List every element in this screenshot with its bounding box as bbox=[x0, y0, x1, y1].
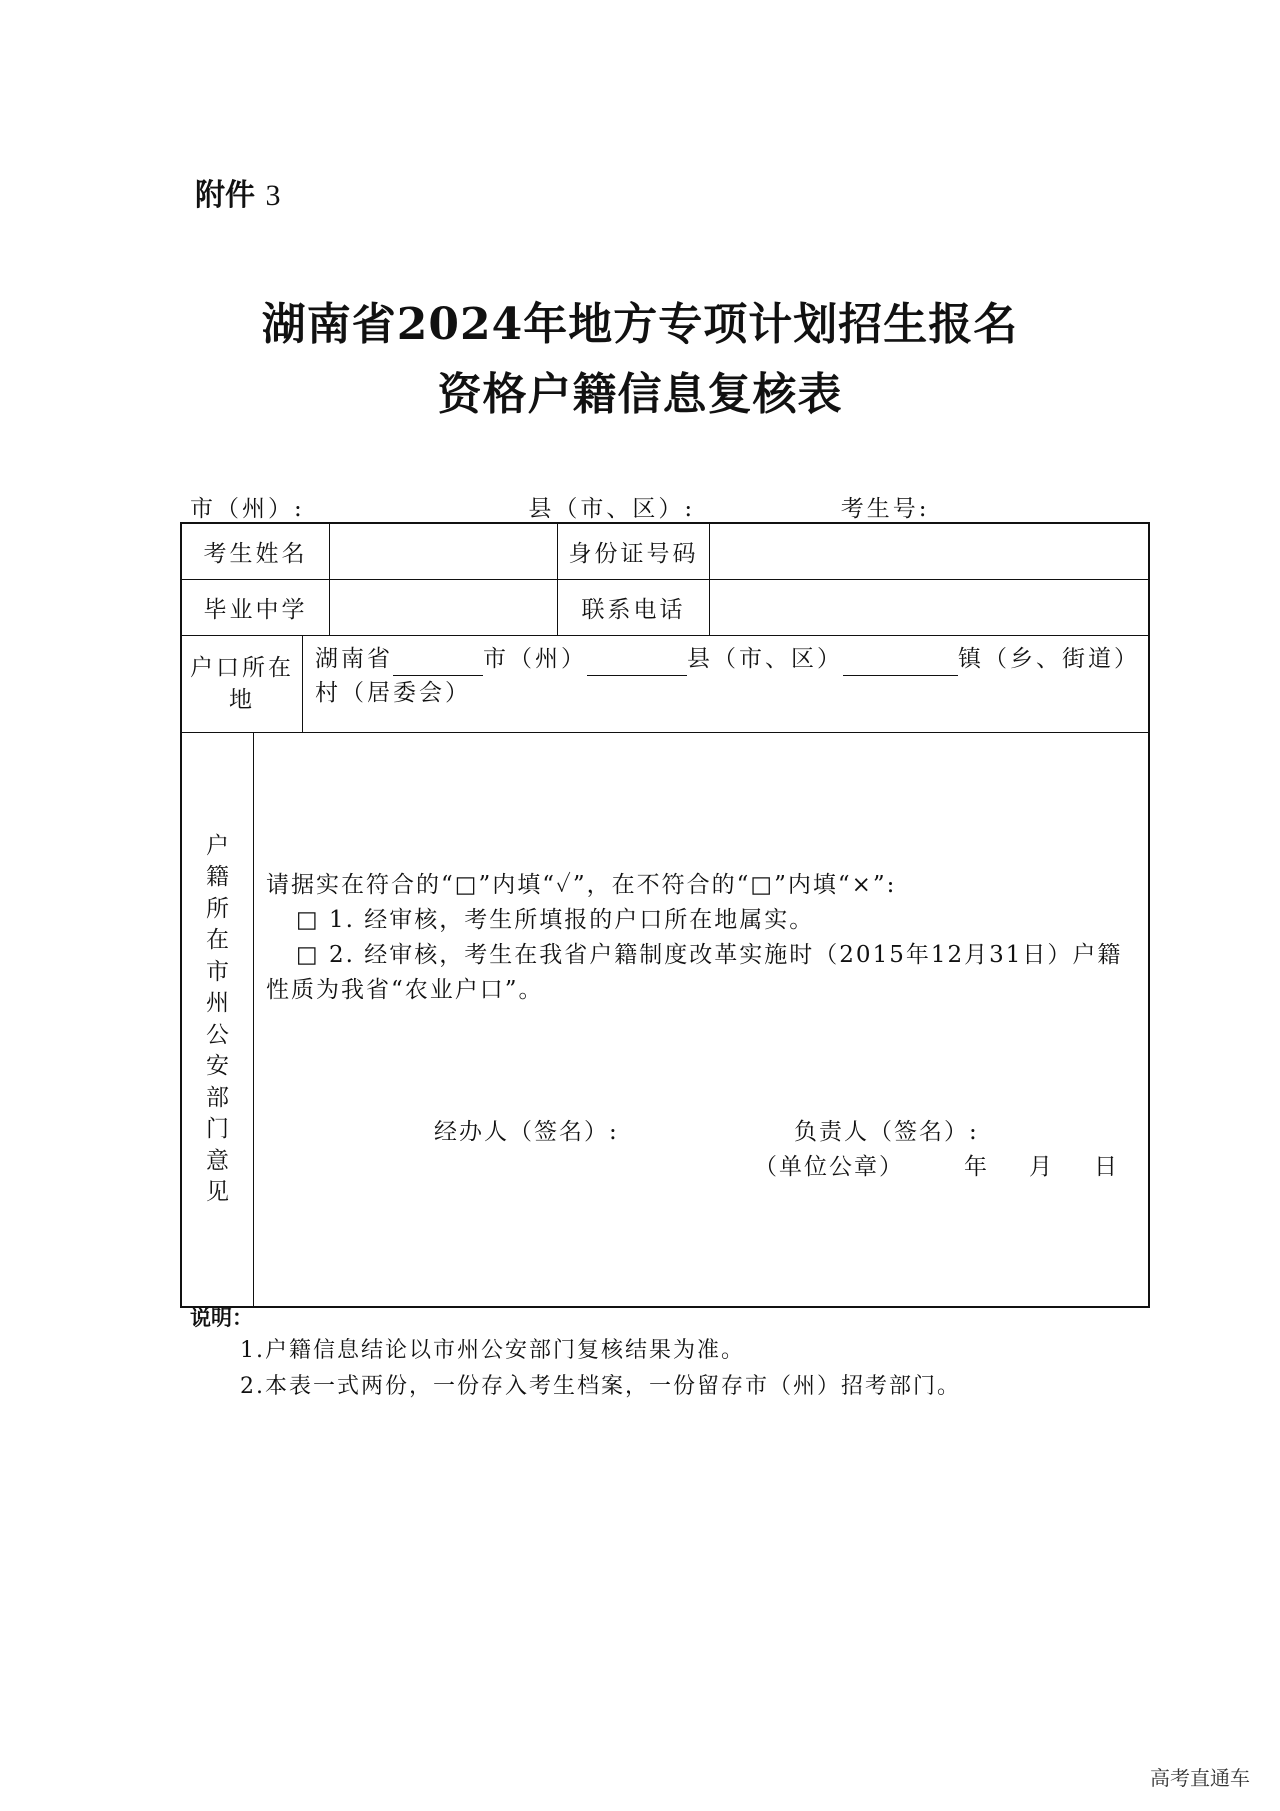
date-day: 日 bbox=[1094, 1154, 1119, 1180]
name-label: 考生姓名 bbox=[182, 524, 330, 579]
verification-form-table bbox=[180, 522, 1150, 1308]
address-town: 镇（乡、街道） bbox=[958, 646, 1140, 672]
notes-title: 说明： bbox=[190, 1306, 253, 1330]
id-field[interactable] bbox=[710, 524, 1148, 579]
hukou-label-line1: 户口所在 bbox=[190, 655, 294, 681]
address-town-blank[interactable] bbox=[843, 651, 958, 676]
date-month: 月 bbox=[1029, 1154, 1054, 1180]
id-label: 身份证号码 bbox=[558, 524, 710, 579]
police-label-char: 公 bbox=[206, 1021, 229, 1048]
table-row-school-phone bbox=[182, 580, 1148, 636]
police-label-char: 部 bbox=[206, 1084, 229, 1111]
handler-signature[interactable]: 经办人（签名）: bbox=[434, 1119, 619, 1145]
address-village: 村（居委会） bbox=[315, 680, 471, 706]
police-label-char: 户 bbox=[206, 832, 229, 859]
police-label-char: 市 bbox=[206, 958, 229, 985]
hukou-label-line2: 地 bbox=[229, 687, 255, 713]
city-blank[interactable] bbox=[325, 496, 490, 523]
police-label-char: 安 bbox=[206, 1053, 229, 1079]
county-blank[interactable] bbox=[705, 496, 830, 523]
hukou-address-field bbox=[303, 636, 1148, 732]
watermark: 高考直通车 bbox=[1150, 1766, 1250, 1790]
page-title-line1: 湖南省2024年地方专项计划招生报名 bbox=[261, 299, 1019, 350]
date-year: 年 bbox=[964, 1154, 989, 1180]
seal-label: （单位公章） bbox=[754, 1154, 904, 1180]
county-label: 县（市、区）: bbox=[528, 496, 696, 522]
phone-label: 联系电话 bbox=[558, 580, 710, 635]
header-fields bbox=[190, 490, 1135, 523]
attachment-prefix: 附件 bbox=[195, 178, 255, 213]
exam-no-blank[interactable] bbox=[950, 496, 1135, 523]
table-row-hukou bbox=[182, 636, 1148, 733]
police-label-char: 所 bbox=[206, 895, 229, 922]
address-county-blank[interactable] bbox=[587, 651, 687, 676]
note-item-2: 2.本表一式两份，一份存入考生档案，一份留存市（州）招考部门。 bbox=[240, 1374, 961, 1399]
note-item-1: 1.户籍信息结论以市州公安部门复核结果为准。 bbox=[240, 1338, 745, 1363]
table-row-name-id bbox=[182, 524, 1148, 580]
leader-signature[interactable]: 负责人（签名）: bbox=[794, 1119, 979, 1145]
hukou-label bbox=[182, 636, 303, 732]
police-label-char: 州 bbox=[206, 990, 229, 1016]
police-label-char: 门 bbox=[206, 1116, 229, 1142]
phone-field[interactable] bbox=[710, 580, 1148, 635]
police-label-char: 见 bbox=[206, 1179, 229, 1205]
notes-section bbox=[190, 1303, 961, 1405]
address-province: 湖南省 bbox=[315, 646, 393, 672]
opinion-instructions bbox=[266, 868, 1146, 1008]
instructions-intro: 请据实在符合的“□”内填“✓”，在不符合的“□”内填“×”: bbox=[266, 872, 897, 898]
checkbox-item-2[interactable]: □ 2. 经审核，考生在我省户籍制度改革实施时（2015年12月31日）户籍 bbox=[296, 942, 1123, 968]
name-field[interactable] bbox=[330, 524, 558, 579]
address-city: 市（州） bbox=[483, 646, 587, 672]
address-county: 县（市、区） bbox=[687, 646, 843, 672]
seal-date-line bbox=[754, 1148, 1119, 1181]
address-city-blank[interactable] bbox=[393, 651, 483, 676]
police-opinion-area bbox=[254, 733, 1148, 1306]
page-title-line2: 资格户籍信息复核表 bbox=[437, 369, 843, 420]
police-label-char: 在 bbox=[206, 927, 229, 953]
school-label: 毕业中学 bbox=[182, 580, 330, 635]
exam-no-label: 考生号: bbox=[840, 496, 930, 522]
police-label-char: 意 bbox=[206, 1147, 229, 1174]
city-label: 市（州）: bbox=[190, 496, 305, 522]
table-row-police-opinion bbox=[182, 733, 1148, 1306]
attachment-number: 3 bbox=[265, 179, 281, 212]
checkbox-item-2-cont: 性质为我省“农业户口”。 bbox=[266, 977, 544, 1003]
school-field[interactable] bbox=[330, 580, 558, 635]
attachment-label bbox=[195, 170, 280, 214]
checkbox-item-1[interactable]: □ 1. 经审核，考生所填报的户口所在地属实。 bbox=[296, 907, 815, 933]
police-label-char: 籍 bbox=[206, 864, 229, 890]
police-opinion-label bbox=[182, 733, 254, 1306]
